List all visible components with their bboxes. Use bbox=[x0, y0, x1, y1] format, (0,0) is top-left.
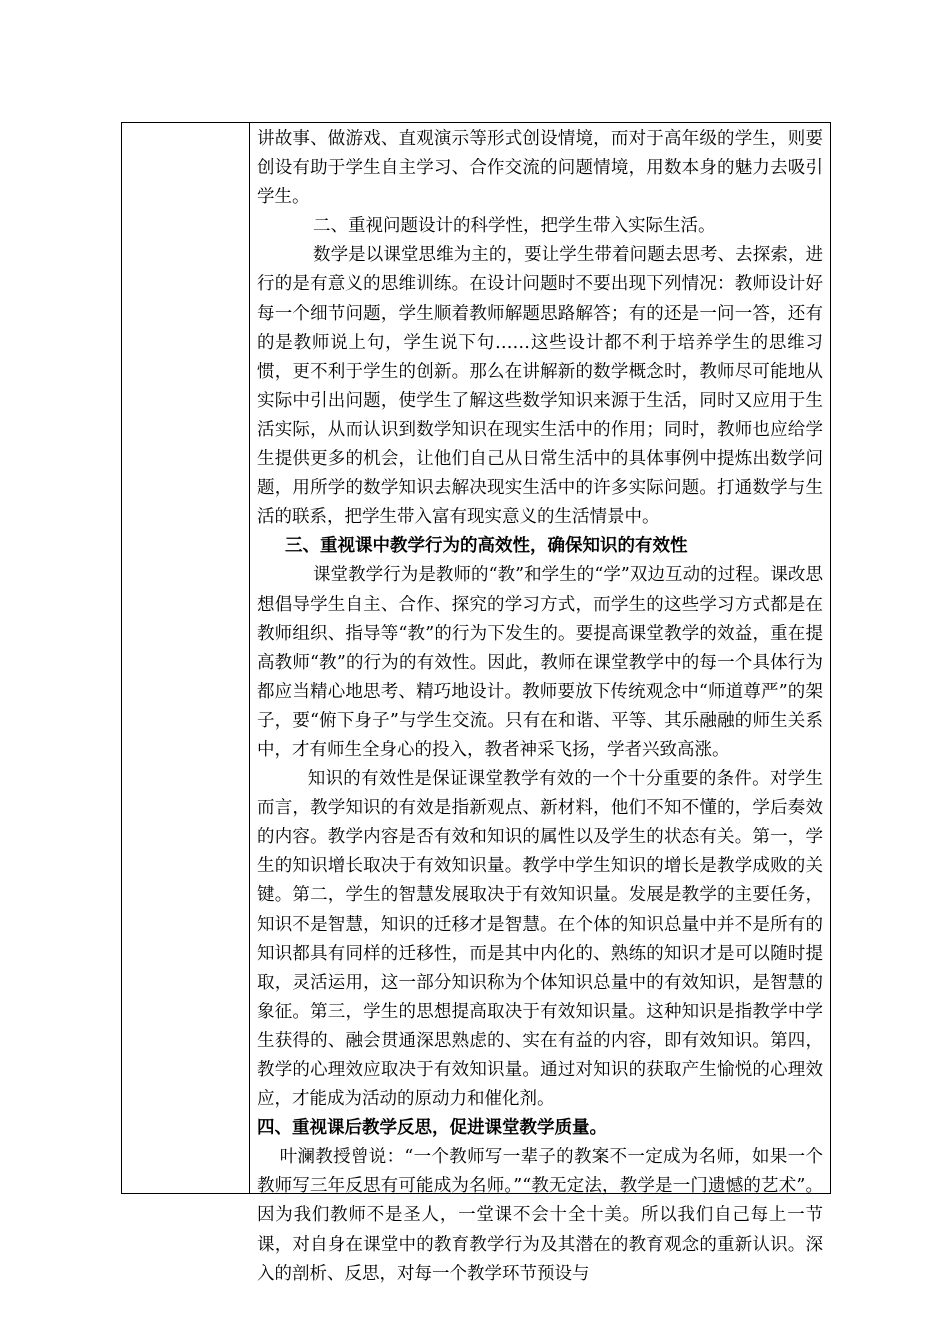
section3-body-1: 课堂教学行为是教师的“教”和学生的“学”双边互动的过程。课改思想倡导学生自主、合作、探究的学习方式，而学生的这些学习方式都是在教师组织、指导等“教”的行为下发生的。要提高课堂教学的效益，重在提高教师“教”的行为的有效性。因此，教师在课堂教学中的每一个具体行为都应当精心地思考、精巧地设计。教师要放下传统观念中“师道尊严”的架子，要“俯下身子”与学生交流。只有在和谐、平等、其乐融融的师生关系中，才有师生全身心的投入，教者神采飞扬，学者兴致高涨。 bbox=[257, 565, 823, 760]
section3-body-2: 知识的有效性是保证课堂教学有效的一个十分重要的条件。对学生而言，教学知识的有效是指新观点、新材料，他们不知不懂的，学后奏效的内容。教学内容是否有效和知识的属性以及学生的状态有关。第一，学生的知识增长取决于有效知识量。教学中学生知识的增长是教学成败的关键。第二，学生的智慧发展取决于有效知识量。发展是教学的主要任务，知识不是智慧，知识的迁移才是智慧。在个体的知识总量中并不是所有的知识都具有同样的迁移性，而是其中内化的、熟练的知识才是可以随时提取，灵活运用，这一部分知识称为个体知识总量中的有效知识，是智慧的象征。第三，学生的思想提高取决于有效知识量。这种知识是指教学中学生获得的、融会贯通深思熟虑的、实在有益的内容，即有效知识。第四，教学的心理效应取决于有效知识量。通过对知识的获取产生愉悦的心理效应，才能成为活动的原动力和催化剂。 bbox=[257, 769, 823, 1110]
section2-body: 数学是以课堂思维为主的，要让学生带着问题去思考、去探索，进行的是有意义的思维训练。在设计问题时不要出现下列情况：教师设计好每一个细节问题，学生顺着教师解题思路解答；有的还是一问一答，还有的是教师说上句，学生说下句……这些设计都不利于培养学生的思维习惯，更不利于学生的创新。那么在讲解新的数学概念时，教师尽可能地从实际中引出问题，使学生了解这些数学知识来源于生活，同时又应用于生活实际，从而认识到数学知识在现实生活中的作用；同时，教师也应给学生提供更多的机会，让他们自己从日常生活中的具体事例中提炼出数学问题，用所学的数学知识去解决现实生活中的许多实际问题。打通数学与生活的联系，把学生带入富有现实意义的生活情景中。 bbox=[257, 245, 823, 528]
document-table bbox=[121, 122, 831, 1284]
section3-title: 三、重视课中教学行为的高效性，确保知识的有效性 bbox=[285, 536, 688, 557]
section4-body: 叶澜教授曾说：“一个教师写一辈子的教案不一定成为名师，如果一个教师写三年反思有可能成为名师。”“教无定法，教学是一门遗憾的艺术”。因为我们教师不是圣人，一堂课不会十全十美。所以我们自己每上一节课，对自身在课堂中的教育教学行为及其潜在的教育观念的重新认识。深入的剖析、反思，对每一个教学环节预设与 bbox=[257, 1147, 823, 1284]
table-content-column bbox=[257, 123, 823, 1284]
section2-title: 二、重视问题设计的科学性，把学生带入实际生活。 bbox=[313, 216, 716, 237]
table-left-column bbox=[122, 123, 250, 1193]
paragraph-intro-continuation: 讲故事、做游戏、直观演示等形式创设情境，而对于高年级的学生，则要创设有助于学生自主学习、合作交流的问题情境，用数本身的魅力去吸引学生。 bbox=[257, 129, 823, 208]
document-body bbox=[257, 123, 823, 1289]
section4-title: 四、重视课后教学反思，促进课堂教学质量。 bbox=[257, 1118, 607, 1139]
